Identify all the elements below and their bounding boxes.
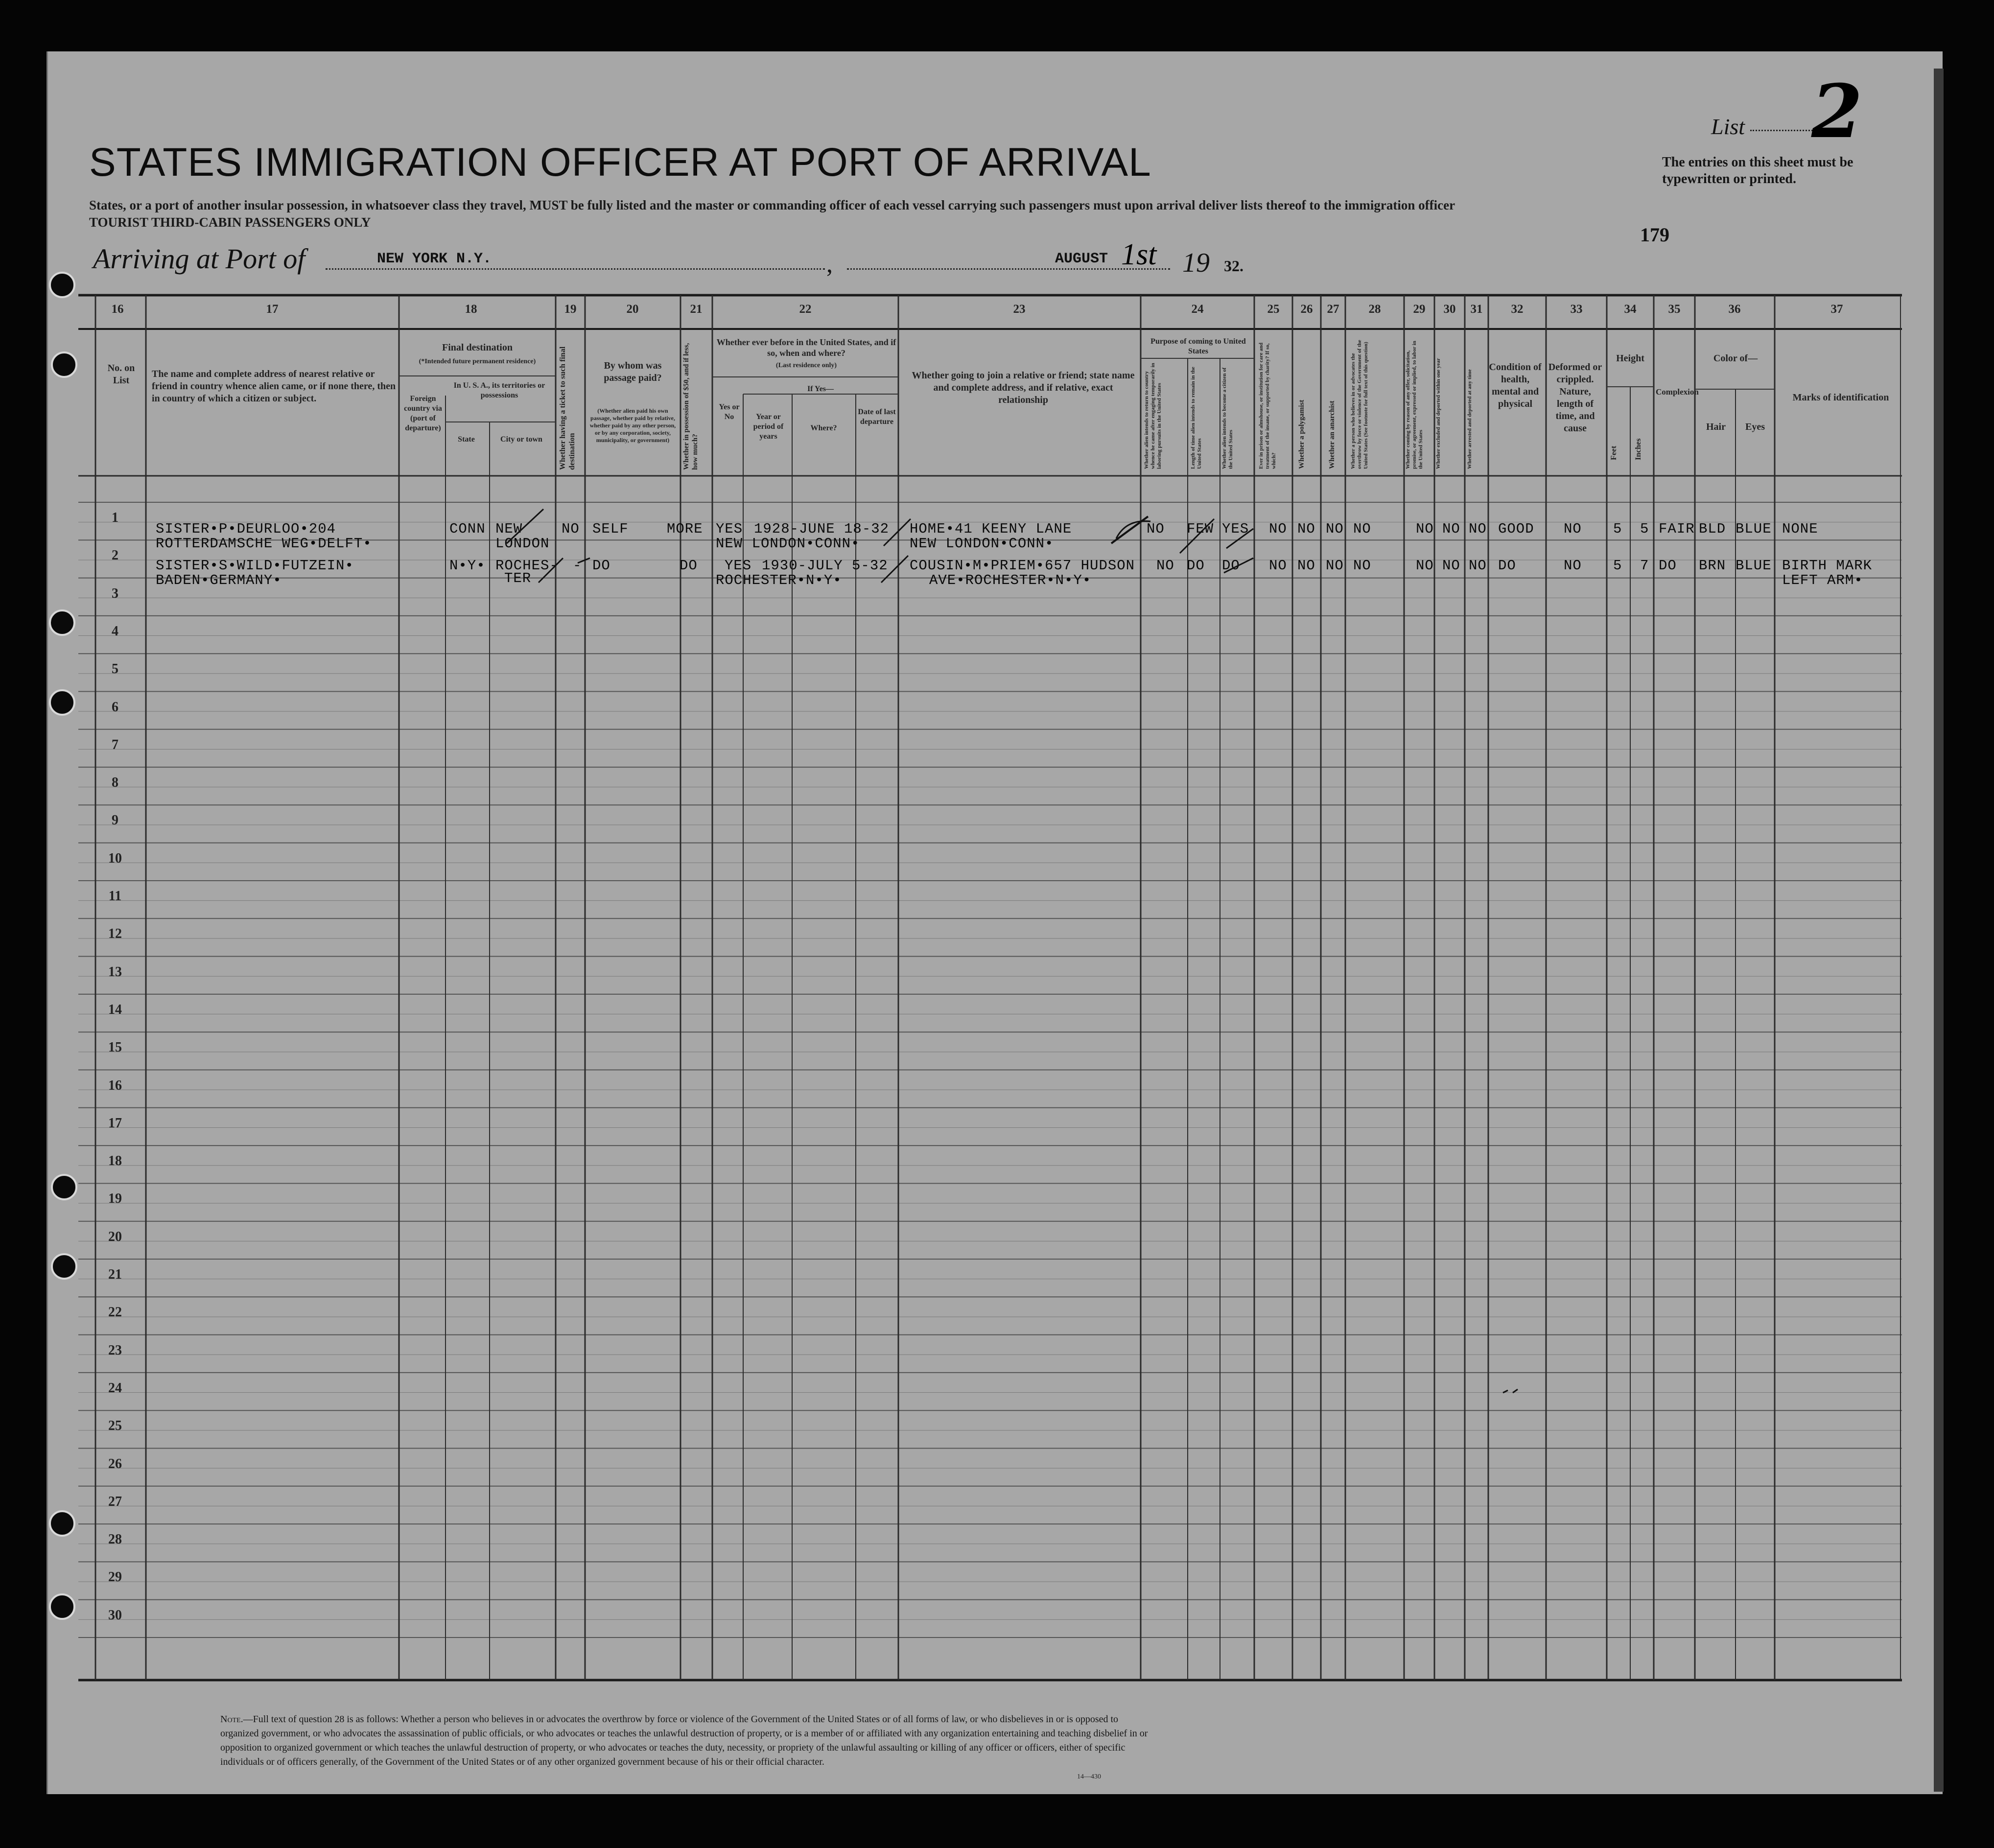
header-color-of: Color of— <box>1713 353 1758 364</box>
header-eyes: Eyes <box>1745 421 1765 432</box>
entry-1-anarchist: NO <box>1326 521 1344 537</box>
row-number: 3 <box>112 585 118 601</box>
row-number: 22 <box>108 1305 122 1320</box>
entry-1-labor: NO <box>1416 521 1434 537</box>
header-purpose-length: Length of time alien intends to remain in the United States <box>1190 367 1202 469</box>
date-year-suffix: 32. <box>1224 257 1243 275</box>
binder-hole <box>49 1593 75 1620</box>
entry-2-prison: NO <box>1269 558 1287 574</box>
entry-1-before-years: 1928-JUNE 18-32 <box>754 521 890 537</box>
header-ticket: Whether having a ticket to such final destination <box>559 346 576 470</box>
row-number: 2 <box>112 548 118 563</box>
entry-2-purpose-citizen: DO <box>1222 558 1240 574</box>
footnote-question-28 <box>220 1712 1150 1769</box>
row-number: 19 <box>108 1191 122 1207</box>
column-number: 16 <box>111 303 124 316</box>
header-polygamist: Whether a polygamist <box>1298 399 1306 469</box>
port-value: NEW YORK N.Y. <box>377 251 492 267</box>
entry-1-purpose-length: FEW <box>1187 521 1214 537</box>
entry-1-city-line2: LONDON <box>495 536 550 552</box>
column-number: 24 <box>1191 303 1204 316</box>
entry-2-purpose-return: NO <box>1156 558 1174 574</box>
entry-2-state: N•Y• <box>449 558 486 574</box>
entry-2-hair: BRN <box>1699 558 1726 574</box>
row-number: 8 <box>112 775 118 791</box>
column-number: 22 <box>799 303 812 316</box>
entry-1-deformed: NO <box>1564 521 1582 537</box>
binder-hole <box>49 689 75 716</box>
subtitle-line-1: States, or a port of another insular possession, in whatsoever class they travel, MUST be fully listed and the master or commanding officer of each vessel carrying such passengers must upon arrival deliver lists thereof to the immigration officer <box>89 198 1455 212</box>
column-number: 34 <box>1624 303 1637 316</box>
entry-2-overthrow: NO <box>1353 558 1371 574</box>
entry-2-health: DO <box>1498 558 1516 574</box>
header-relative-address: The name and complete address of nearest relative or friend in country whence alien came, or if none there, then in country of which a citizen or subject. <box>152 369 396 404</box>
column-number: 20 <box>626 303 639 316</box>
row-number: 29 <box>108 1569 122 1585</box>
date-month: AUGUST <box>1055 251 1108 267</box>
entry-1-before-yes: YES <box>716 521 743 537</box>
entry-2-eyes: BLUE <box>1736 558 1772 574</box>
entry-1-excluded: NO <box>1442 521 1460 537</box>
entry-1-complexion: FAIR <box>1659 521 1695 537</box>
column-number: 36 <box>1728 303 1741 316</box>
row-number: 5 <box>112 661 118 677</box>
header-passage-paid: By whom was passage paid? <box>604 360 662 383</box>
header-height: Height <box>1616 353 1644 364</box>
entry-2-ticket: - <box>573 558 582 574</box>
entry-2-polygamist: NO <box>1297 558 1315 574</box>
header-anarchist: Whether an anarchist <box>1328 400 1336 469</box>
entry-1-money: MORE <box>667 521 703 537</box>
typewritten-instructions: The entries on this sheet must be typewritten or printed. <box>1662 155 1853 187</box>
row-number: 4 <box>112 623 118 639</box>
entry-1-paid-by: SELF <box>592 521 629 537</box>
date-comma: , <box>826 250 833 278</box>
page-title: STATES IMMIGRATION OFFICER AT PORT OF ARRIVAL <box>89 140 1151 185</box>
header-deformed: Deformed or crippled. Nature, length of time, and cause <box>1548 362 1602 434</box>
entry-1-marks-line1: NONE <box>1782 521 1818 537</box>
row-number: 1 <box>112 510 118 525</box>
column-number: 25 <box>1267 303 1280 316</box>
row-number: 27 <box>108 1494 122 1509</box>
column-number: 33 <box>1570 303 1583 316</box>
entry-2-deformed: NO <box>1564 558 1582 574</box>
row-number: 6 <box>112 699 118 715</box>
row-number: 26 <box>108 1456 122 1472</box>
row-number: 16 <box>108 1077 122 1093</box>
column-number: 31 <box>1470 303 1483 316</box>
row-number: 11 <box>108 889 122 904</box>
row-number: 25 <box>108 1418 122 1434</box>
entry-1-eyes: BLUE <box>1736 521 1772 537</box>
check-mark <box>884 519 911 546</box>
row-number: 7 <box>112 737 118 752</box>
stray-mark <box>1503 1389 1518 1393</box>
column-number: 30 <box>1443 303 1456 316</box>
column-number: 18 <box>465 303 477 316</box>
entry-2-marks-line1: BIRTH MARK <box>1782 558 1873 574</box>
entry-1-city-line1: NEW <box>495 521 523 537</box>
header-yes-or-no: Yes or No <box>719 403 740 421</box>
entry-1-joining-line1: HOME•41 KEENY LANE <box>910 521 1072 537</box>
column-number: 29 <box>1413 303 1426 316</box>
serial-number: 179 <box>1640 224 1669 246</box>
entry-2-excluded: NO <box>1442 558 1460 574</box>
entry-1-joining-line2: NEW LONDON•CONN• <box>910 536 1054 552</box>
binder-hole <box>49 609 75 636</box>
entry-1-polygamist: NO <box>1297 521 1315 537</box>
row-number: 15 <box>108 1040 122 1055</box>
entry-1-purpose-return: NO <box>1147 521 1165 537</box>
entry-1-deported: NO <box>1469 521 1487 537</box>
entry-1-ticket: NO <box>562 521 580 537</box>
entry-2-labor: NO <box>1416 558 1434 574</box>
entry-2-money: DO <box>680 558 698 574</box>
entry-2-inches: 7 <box>1640 558 1649 574</box>
header-state: State <box>458 435 475 444</box>
binder-hole <box>51 1253 77 1280</box>
header-final-destination-sub: (*Intended future permanent residence) <box>419 358 536 365</box>
row-number: 28 <box>108 1532 122 1547</box>
entry-1-feet: 5 <box>1613 521 1622 537</box>
entry-1-before-where: NEW LONDON•CONN• <box>716 536 860 552</box>
header-purpose: Purpose of coming to United States <box>1150 337 1246 355</box>
column-number: 35 <box>1668 303 1681 316</box>
column-number: 28 <box>1368 303 1381 316</box>
row-number: 24 <box>108 1380 122 1396</box>
row-number: 13 <box>108 964 122 980</box>
column-number: 23 <box>1013 303 1026 316</box>
entry-1-prison: NO <box>1269 521 1287 537</box>
entry-2-city-line2: TER <box>504 570 532 586</box>
entry-2-feet: 5 <box>1613 558 1622 574</box>
binder-hole <box>49 272 75 298</box>
check-mark <box>507 509 543 543</box>
header-prison: Ever in prison or almshouse, or institution for care and treatment of the insane, or supported by charity? If so, which? <box>1258 342 1277 469</box>
form-code: 14—430 <box>1077 1773 1101 1780</box>
date-day: 1st <box>1121 238 1157 271</box>
check-mark <box>539 558 563 583</box>
check-mark <box>578 558 590 563</box>
column-number: 26 <box>1300 303 1313 316</box>
entry-2-joining-line2: AVE•ROCHESTER•N•Y• <box>929 572 1092 588</box>
entry-2-paid-by: DO <box>592 558 610 574</box>
header-inches: Inches <box>1634 438 1642 460</box>
list-number: 2 <box>1811 69 1863 155</box>
column-number: 32 <box>1511 303 1524 316</box>
header-city: City or town <box>500 435 542 444</box>
entry-1-state: CONN <box>449 521 486 537</box>
check-mark <box>1226 529 1253 548</box>
header-fifty-dollars: Whether in possession of $50, and if less, how much? <box>682 343 699 470</box>
entry-1-purpose-citizen: YES <box>1222 521 1249 537</box>
header-marks: Marks of identification <box>1792 392 1889 403</box>
entry-2-deported: NO <box>1469 558 1487 574</box>
row-number: 14 <box>108 1002 122 1017</box>
entry-2-before-yes: YES <box>725 558 752 574</box>
entry-2-before-where: ROCHESTER•N•Y• <box>716 572 842 588</box>
row-number: 18 <box>108 1153 122 1169</box>
header-no-on-list: No. on List <box>107 363 135 386</box>
header-excluded: Whether excluded and deported within one year <box>1435 358 1441 469</box>
binder-hole <box>51 1174 77 1200</box>
date-year-prefix: 19 <box>1182 248 1210 278</box>
header-deported: Whether arrested and deported at any time <box>1467 369 1473 469</box>
column-number: 17 <box>266 303 279 316</box>
row-number: 17 <box>108 1115 122 1131</box>
header-hair: Hair <box>1706 421 1726 432</box>
header-date-last-departure: Date of last departure <box>858 408 896 426</box>
entry-2-before-years: 1930-JULY 5-32 <box>762 558 888 574</box>
footnote-lead: Note. <box>220 1714 243 1725</box>
entry-2-anarchist: NO <box>1326 558 1344 574</box>
header-year-period: Year or period of years <box>753 413 784 441</box>
subtitle-line-2: TOURIST THIRD-CABIN PASSENGERS ONLY <box>89 215 371 230</box>
header-foreign-country: Foreign country via (port of departure) <box>404 395 442 432</box>
entry-1-inches: 5 <box>1640 521 1649 537</box>
header-in-usa: In U. S. A., its territories or possessions <box>453 381 545 399</box>
row-number: 9 <box>112 813 118 828</box>
entry-2-complexion: DO <box>1659 558 1677 574</box>
entry-2-city-line1: ROCHES- <box>495 558 559 574</box>
row-number: 21 <box>108 1267 122 1282</box>
header-where: Where? <box>810 424 837 432</box>
check-mark <box>1180 519 1214 553</box>
entry-1-health: GOOD <box>1498 521 1534 537</box>
header-final-destination: Final destination <box>442 342 513 353</box>
column-number: 37 <box>1830 303 1843 316</box>
entry-2-relative-line1: SISTER•S•WILD•FUTZEIN• <box>156 558 354 574</box>
arriving-label: Arriving at Port of <box>93 243 305 275</box>
entry-1-overthrow: NO <box>1353 521 1371 537</box>
list-label: List <box>1711 114 1745 139</box>
row-number: 12 <box>108 926 122 942</box>
column-number: 27 <box>1327 303 1339 316</box>
row-number: 30 <box>108 1607 122 1623</box>
check-mark <box>881 556 908 583</box>
entry-1-relative-line1: SISTER•P•DEURLOO•204 <box>156 521 336 537</box>
binder-hole <box>51 351 77 378</box>
header-before-in-us: Whether ever before in the United States, and if so, when and where? <box>716 337 896 358</box>
header-feet: Feet <box>1610 445 1618 460</box>
header-complexion: Complexion <box>1656 387 1699 397</box>
check-mark <box>1224 558 1253 573</box>
entry-1-relative-line2: ROTTERDAMSCHE WEG•DELFT• <box>156 536 372 552</box>
header-overthrow: Whether a person who believes in or advocates the overthrow by force or violence of the Government of the United States (See footnote for full text of this question) <box>1350 340 1369 469</box>
binder-hole <box>49 1510 75 1537</box>
header-health: Condition of health, mental and physical <box>1489 362 1542 409</box>
entry-2-joining-line1: COUSIN•M•PRIEM•657 HUDSON <box>910 558 1135 574</box>
footnote-text: —Full text of question 28 is as follows: Whether a person who believes in or advocates the overthrow by force or violence of the Government of the United States or of all forms of law, or who disbelieves in or is opposed to organized government, or who advocates the assassination of public officials, or who advocates or teaches the unlawful destruction of property, or is a member of or affiliated with any organization entertaining and teaching disbelief in or opposition to organized government or which teaches the unlawful destruction of property, or who advocates or teaches the duty, necessity, or propriety of the unlawful assaulting or killing of any officer or officers, either of specific individuals or of officers generally, of the Government of the United States or of any other organized government because of his or their official character. <box>220 1714 1148 1767</box>
header-before-in-us-sub: (Last residence only) <box>775 362 837 369</box>
row-number: 20 <box>108 1229 122 1244</box>
row-number: 10 <box>108 850 122 866</box>
header-if-yes: If Yes— <box>807 385 834 393</box>
header-passage-paid-sub: (Whether alien paid his own passage, whether paid by relative, whether paid by any other person, or by any corporation, society, municipality, or government) <box>589 407 676 444</box>
header-joining-relative: Whether going to join a relative or friend; state name and complete address, and if relative, exact relationship <box>912 370 1135 405</box>
header-purpose-return: Whether alien intends to return to country whence he came after engaging temporarily in laboring pursuits in the United States <box>1144 363 1162 469</box>
header-labor-offer: Whether coming by reason of any offer, solicitation, promise, or agreement, expressed or implied, to labor in the United States <box>1405 341 1424 469</box>
column-number: 19 <box>564 303 577 316</box>
column-number: 21 <box>690 303 703 316</box>
entry-2-relative-line2: BADEN•GERMANY• <box>156 572 282 588</box>
entry-2-marks-line2: LEFT ARM• <box>1782 572 1863 588</box>
header-purpose-citizen: Whether alien intends to become a citizen of the United States <box>1221 367 1234 469</box>
entry-1-hair: BLD <box>1699 521 1726 537</box>
row-number: 23 <box>108 1342 122 1358</box>
entry-2-purpose-length: DO <box>1187 558 1205 574</box>
